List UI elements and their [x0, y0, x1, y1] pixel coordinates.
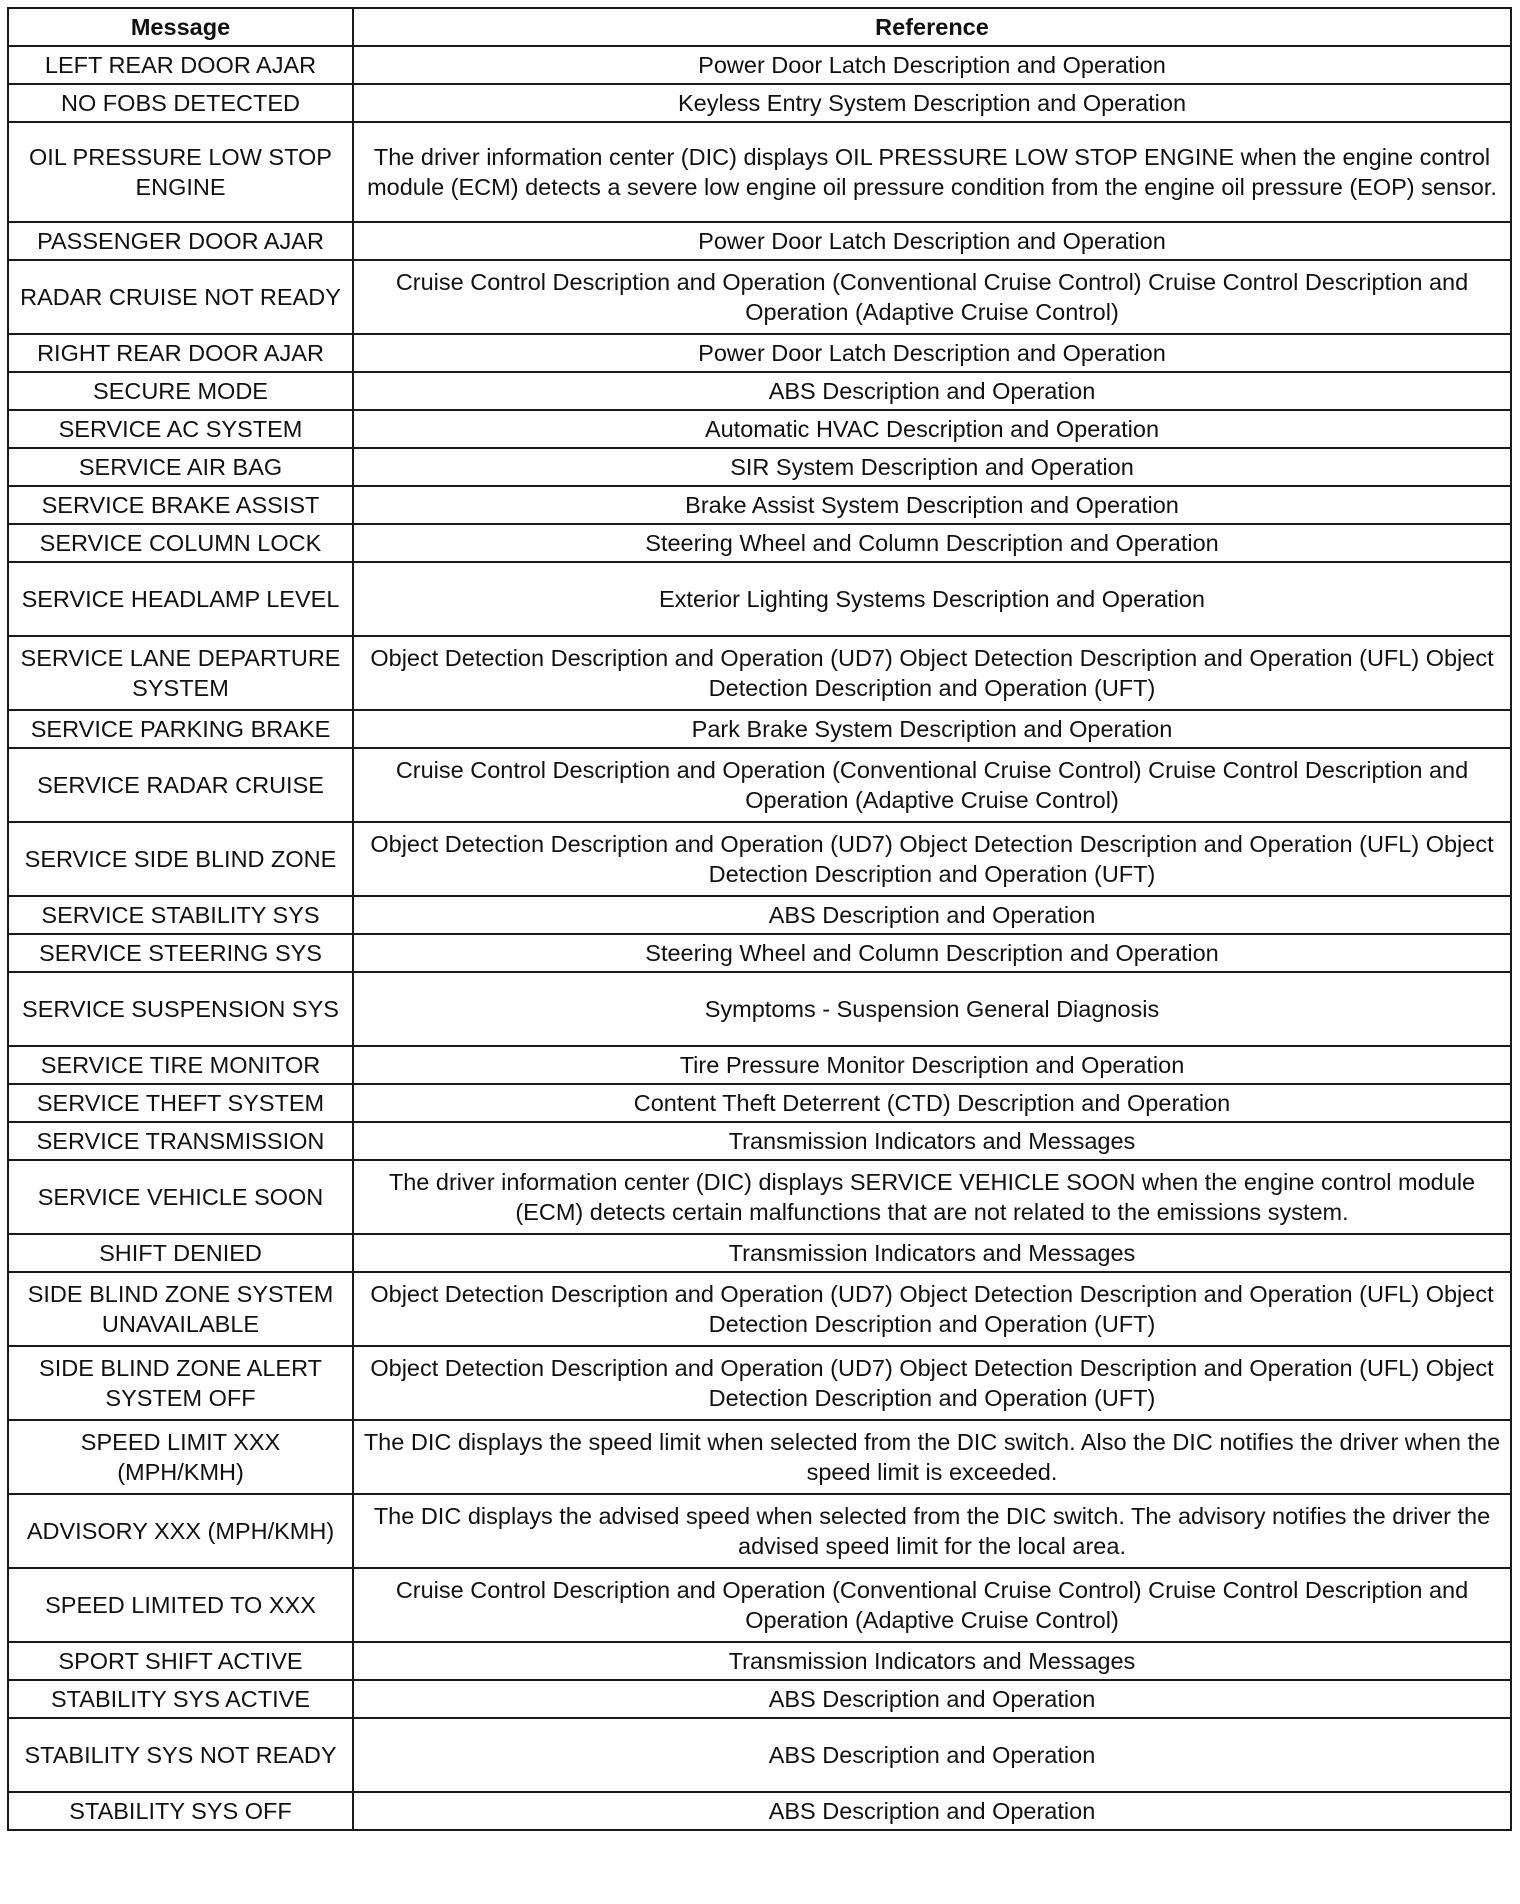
- message-cell: SERVICE AC SYSTEM: [8, 410, 353, 448]
- message-cell: SPEED LIMIT XXX (MPH/KMH): [8, 1420, 353, 1494]
- reference-cell: Power Door Latch Description and Operation: [353, 334, 1511, 372]
- reference-cell: Automatic HVAC Description and Operation: [353, 410, 1511, 448]
- table-row: [8, 748, 1511, 822]
- message-cell: SERVICE TRANSMISSION: [8, 1122, 353, 1160]
- message-cell: SERVICE STEERING SYS: [8, 934, 353, 972]
- table-row: [8, 260, 1511, 334]
- reference-cell: Cruise Control Description and Operation (Conventional Cruise Control) Cruise Control Description and Operation (Adaptive Cruise Control): [353, 748, 1511, 822]
- reference-cell: Park Brake System Description and Operation: [353, 710, 1511, 748]
- table-row: [8, 1680, 1511, 1718]
- reference-cell: Power Door Latch Description and Operation: [353, 46, 1511, 84]
- table-row: [8, 1568, 1511, 1642]
- message-cell: SHIFT DENIED: [8, 1234, 353, 1272]
- message-cell: SERVICE SUSPENSION SYS: [8, 972, 353, 1046]
- table-row: [8, 486, 1511, 524]
- table-row: [8, 372, 1511, 410]
- message-cell: SERVICE COLUMN LOCK: [8, 524, 353, 562]
- reference-cell: The DIC displays the speed limit when selected from the DIC switch. Also the DIC notifies the driver when the speed limit is exceeded.: [353, 1420, 1511, 1494]
- table-row: [8, 1160, 1511, 1234]
- table-row: [8, 1420, 1511, 1494]
- table-row: [8, 46, 1511, 84]
- table-row: [8, 1494, 1511, 1568]
- reference-cell: Object Detection Description and Operation (UD7) Object Detection Description and Operation (UFL) Object Detection Description and Operation (UFT): [353, 1272, 1511, 1346]
- reference-cell: ABS Description and Operation: [353, 1718, 1511, 1792]
- message-cell: LEFT REAR DOOR AJAR: [8, 46, 353, 84]
- table-row: [8, 1046, 1511, 1084]
- table-row: [8, 896, 1511, 934]
- reference-cell: Steering Wheel and Column Description and Operation: [353, 524, 1511, 562]
- reference-cell: Exterior Lighting Systems Description and Operation: [353, 562, 1511, 636]
- message-cell: SERVICE SIDE BLIND ZONE: [8, 822, 353, 896]
- table-row: [8, 84, 1511, 122]
- message-cell: RIGHT REAR DOOR AJAR: [8, 334, 353, 372]
- reference-cell: Power Door Latch Description and Operation: [353, 222, 1511, 260]
- table-row: [8, 1718, 1511, 1792]
- message-cell: SPORT SHIFT ACTIVE: [8, 1642, 353, 1680]
- message-cell: SIDE BLIND ZONE ALERT SYSTEM OFF: [8, 1346, 353, 1420]
- reference-cell: Cruise Control Description and Operation (Conventional Cruise Control) Cruise Control Description and Operation (Adaptive Cruise Control): [353, 260, 1511, 334]
- reference-cell: Object Detection Description and Operation (UD7) Object Detection Description and Operation (UFL) Object Detection Description and Operation (UFT): [353, 636, 1511, 710]
- reference-cell: Object Detection Description and Operation (UD7) Object Detection Description and Operation (UFL) Object Detection Description and Operation (UFT): [353, 822, 1511, 896]
- message-cell: SERVICE STABILITY SYS: [8, 896, 353, 934]
- reference-cell: Object Detection Description and Operation (UD7) Object Detection Description and Operation (UFL) Object Detection Description and Operation (UFT): [353, 1346, 1511, 1420]
- table-row: [8, 934, 1511, 972]
- reference-cell: Brake Assist System Description and Operation: [353, 486, 1511, 524]
- message-cell: SERVICE RADAR CRUISE: [8, 748, 353, 822]
- reference-cell: Symptoms - Suspension General Diagnosis: [353, 972, 1511, 1046]
- message-cell: SERVICE THEFT SYSTEM: [8, 1084, 353, 1122]
- message-cell: SERVICE TIRE MONITOR: [8, 1046, 353, 1084]
- reference-cell: Transmission Indicators and Messages: [353, 1122, 1511, 1160]
- message-cell: SERVICE HEADLAMP LEVEL: [8, 562, 353, 636]
- message-cell: PASSENGER DOOR AJAR: [8, 222, 353, 260]
- header-reference: Reference: [353, 8, 1511, 46]
- message-cell: SERVICE BRAKE ASSIST: [8, 486, 353, 524]
- table-row: [8, 1122, 1511, 1160]
- header-message: Message: [8, 8, 353, 46]
- message-cell: SERVICE VEHICLE SOON: [8, 1160, 353, 1234]
- reference-cell: Content Theft Deterrent (CTD) Description and Operation: [353, 1084, 1511, 1122]
- table-row: [8, 448, 1511, 486]
- reference-cell: SIR System Description and Operation: [353, 448, 1511, 486]
- table-row: [8, 562, 1511, 636]
- reference-cell: Transmission Indicators and Messages: [353, 1642, 1511, 1680]
- table-row: [8, 636, 1511, 710]
- reference-cell: The driver information center (DIC) displays OIL PRESSURE LOW STOP ENGINE when the engine control module (ECM) detects a severe low engine oil pressure condition from the engine oil pressure (EOP) sensor.: [353, 122, 1511, 222]
- reference-cell: Transmission Indicators and Messages: [353, 1234, 1511, 1272]
- table-row: [8, 524, 1511, 562]
- message-cell: NO FOBS DETECTED: [8, 84, 353, 122]
- message-cell: STABILITY SYS ACTIVE: [8, 1680, 353, 1718]
- dic-message-table: [7, 7, 1512, 1831]
- reference-cell: Cruise Control Description and Operation (Conventional Cruise Control) Cruise Control Description and Operation (Adaptive Cruise Control): [353, 1568, 1511, 1642]
- table-header-row: [8, 8, 1511, 46]
- message-cell: ADVISORY XXX (MPH/KMH): [8, 1494, 353, 1568]
- table-row: [8, 1084, 1511, 1122]
- message-cell: SECURE MODE: [8, 372, 353, 410]
- table-row: [8, 222, 1511, 260]
- reference-cell: ABS Description and Operation: [353, 1680, 1511, 1718]
- message-cell: SIDE BLIND ZONE SYSTEM UNAVAILABLE: [8, 1272, 353, 1346]
- table-row: [8, 972, 1511, 1046]
- message-cell: SPEED LIMITED TO XXX: [8, 1568, 353, 1642]
- message-cell: STABILITY SYS OFF: [8, 1792, 353, 1830]
- message-cell: SERVICE AIR BAG: [8, 448, 353, 486]
- reference-cell: Steering Wheel and Column Description and Operation: [353, 934, 1511, 972]
- reference-cell: ABS Description and Operation: [353, 372, 1511, 410]
- table-row: [8, 122, 1511, 222]
- table-row: [8, 1234, 1511, 1272]
- reference-cell: ABS Description and Operation: [353, 1792, 1511, 1830]
- table-row: [8, 1346, 1511, 1420]
- reference-cell: Tire Pressure Monitor Description and Operation: [353, 1046, 1511, 1084]
- table-row: [8, 822, 1511, 896]
- message-cell: SERVICE PARKING BRAKE: [8, 710, 353, 748]
- table-row: [8, 1792, 1511, 1830]
- table-row: [8, 334, 1511, 372]
- reference-cell: ABS Description and Operation: [353, 896, 1511, 934]
- reference-cell: Keyless Entry System Description and Operation: [353, 84, 1511, 122]
- message-cell: RADAR CRUISE NOT READY: [8, 260, 353, 334]
- table-row: [8, 1272, 1511, 1346]
- table-row: [8, 710, 1511, 748]
- message-cell: STABILITY SYS NOT READY: [8, 1718, 353, 1792]
- message-cell: OIL PRESSURE LOW STOP ENGINE: [8, 122, 353, 222]
- table-row: [8, 410, 1511, 448]
- reference-cell: The driver information center (DIC) displays SERVICE VEHICLE SOON when the engine control module (ECM) detects certain malfunctions that are not related to the emissions system.: [353, 1160, 1511, 1234]
- reference-cell: The DIC displays the advised speed when selected from the DIC switch. The advisory notifies the driver the advised speed limit for the local area.: [353, 1494, 1511, 1568]
- message-cell: SERVICE LANE DEPARTURE SYSTEM: [8, 636, 353, 710]
- table-row: [8, 1642, 1511, 1680]
